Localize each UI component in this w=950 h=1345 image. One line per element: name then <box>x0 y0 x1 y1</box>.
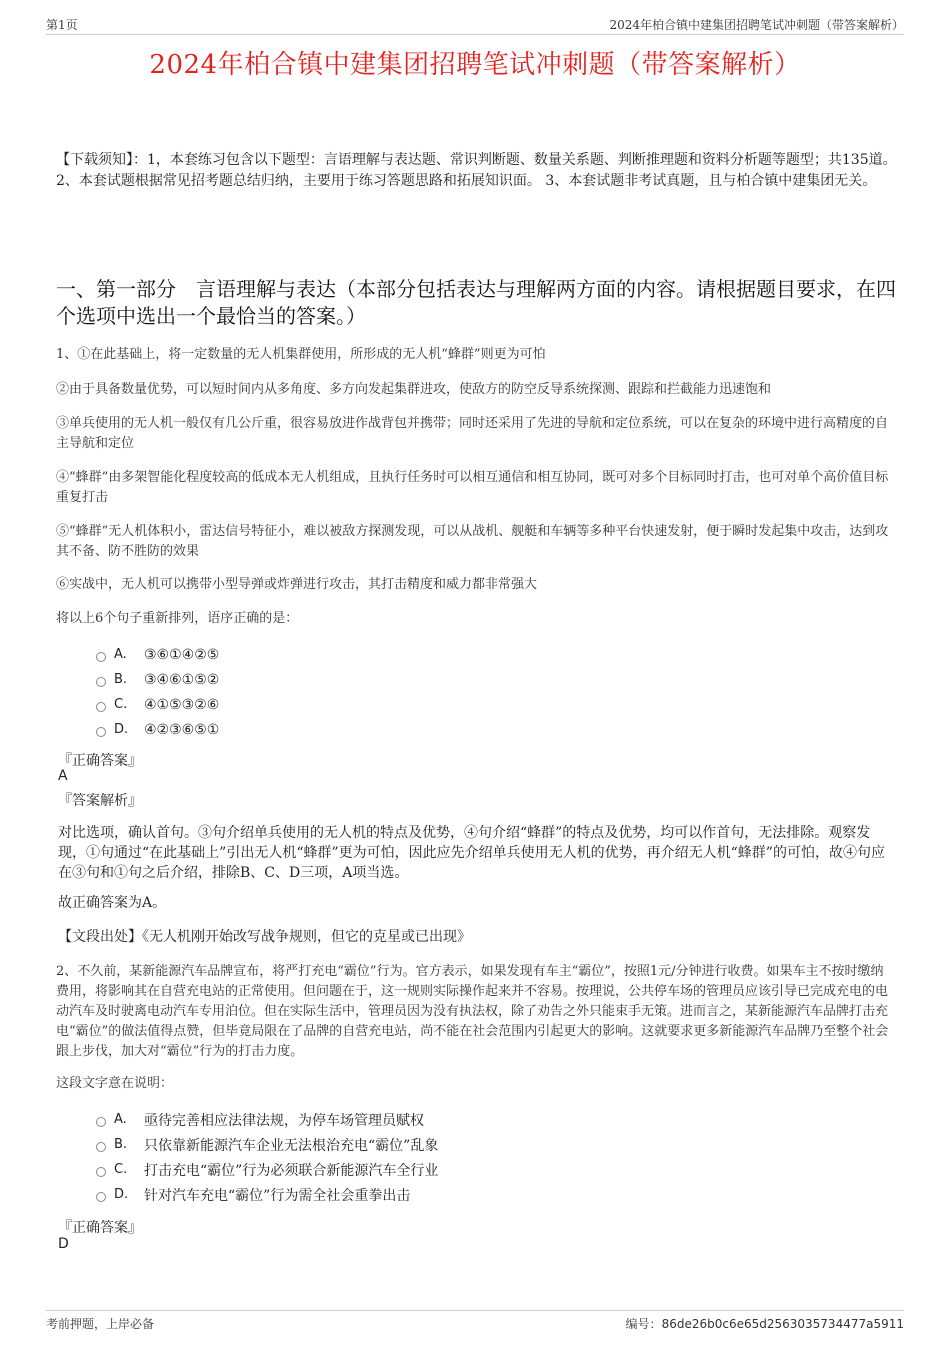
q2-prompt: 这段文字意在说明： <box>56 1076 174 1091</box>
radio-button[interactable] <box>96 1167 106 1177</box>
radio-button[interactable] <box>96 727 106 737</box>
footer-code: 编号：86de26b0c6e65d2563035734477a5911 <box>625 1317 904 1331</box>
q2-option-c[interactable]: C. 打击充电“霸位”行为必须联合新能源汽车全行业 <box>96 1157 796 1182</box>
q1-option-a[interactable]: A. ③⑥①④②⑤ <box>96 642 796 667</box>
page-footer <box>46 1310 904 1333</box>
q1-sentence-1: 1、①在此基础上，将一定数量的无人机集群使用，所形成的无人机“蜂群”则更为可怕 <box>56 347 546 362</box>
q1-sentence-3: ③单兵使用的无人机一般仅有几公斤重，很容易放进作战背包并携带；同时还采用了先进的导航和定位系统，可以在复杂的环境中进行高精度的自主导航和定位 <box>56 416 889 451</box>
radio-button[interactable] <box>96 677 106 687</box>
page-header <box>46 12 904 35</box>
q1-sentence-5: ⑤“蜂群”无人机体积小，雷达信号特征小，难以被敌方探测发现，可以从战机、舰艇和车辆等多种平台快速发射，便于瞬时发起集中攻击，达到攻其不备、防不胜防的效果 <box>56 524 889 559</box>
radio-button[interactable] <box>96 652 106 662</box>
q1-prompt: 将以上6个句子重新排列，语序正确的是： <box>56 611 299 626</box>
page-title: 2024年柏合镇中建集团招聘笔试冲刺题（带答案解析） <box>149 50 801 80</box>
q1-analysis-label: 『答案解析』 <box>58 793 142 809</box>
header-doc-title: 2024年柏合镇中建集团招聘笔试冲刺题（带答案解析） <box>609 18 904 32</box>
download-notice: 【下载须知】：1，本套练习包含以下题型：言语理解与表达题、常识判断题、数量关系题、判断推理题和资料分析题等题型；共135道。 2、本套试题根据常见招考题总结归纳，主要用于练习答题思路和拓展知识面。 3、本套试题非考试真题，且与柏合镇中建集团无关。 <box>56 152 897 189</box>
radio-button[interactable] <box>96 1142 106 1152</box>
q1-options <box>96 642 796 742</box>
q1-sentence-2: ②由于具备数量优势，可以短时间内从多角度、多方向发起集群进攻，使敌方的防空反导系统探测、跟踪和拦截能力迅速饱和 <box>56 382 772 397</box>
q1-answer-label: 『正确答案』 <box>58 753 142 769</box>
footer-slogan: 考前押题，上岸必备 <box>46 1317 155 1331</box>
q2-answer-label: 『正确答案』 <box>58 1220 142 1236</box>
page-number: 第1页 <box>46 18 78 32</box>
q1-answer: A <box>58 768 68 784</box>
radio-button[interactable] <box>96 1117 106 1127</box>
q1-option-c[interactable]: C. ④①⑤③②⑥ <box>96 692 796 717</box>
q1-analysis: 对比选项，确认首句。③句介绍单兵使用的无人机的特点及优势，④句介绍“蜂群”的特点及优势，均可以作首句，无法排除。观察发现，①句通过“在此基础上”引出无人机“蜂群”更为可怕，因此应先介绍单兵使用无人机的优势，再介绍无人机“蜂群”的可怕，故④句应在③句和①句之后介绍，排除B、C、D三项，A项当选。 <box>58 825 885 881</box>
q1-sentence-6: ⑥实战中，无人机可以携带小型导弹或炸弹进行攻击，其打击精度和威力都非常强大 <box>56 577 538 592</box>
section-heading: 一、第一部分 言语理解与表达（本部分包括表达与理解两方面的内容。请根据题目要求，在四个选项中选出一个最恰当的答案。） <box>56 277 896 328</box>
q2-answer: D <box>58 1236 69 1252</box>
q1-sentence-4: ④“蜂群”由多架智能化程度较高的低成本无人机组成，且执行任务时可以相互通信和相互协同，既可对多个目标同时打击，也可对单个高价值目标重复打击 <box>56 470 889 505</box>
q1-option-b[interactable]: B. ③④⑥①⑤② <box>96 667 796 692</box>
q2-option-a[interactable]: A. 亟待完善相应法律法规，为停车场管理员赋权 <box>96 1107 796 1132</box>
radio-button[interactable] <box>96 702 106 712</box>
q2-options <box>96 1107 796 1207</box>
radio-button[interactable] <box>96 1192 106 1202</box>
q2-option-d[interactable]: D. 针对汽车充电“霸位”行为需全社会重拳出击 <box>96 1182 796 1207</box>
q2-option-b[interactable]: B. 只依靠新能源汽车企业无法根治充电“霸位”乱象 <box>96 1132 796 1157</box>
q1-conclusion: 故正确答案为A。 <box>58 895 167 911</box>
q2-passage: 2、不久前，某新能源汽车品牌宣布，将严打充电“霸位”行为。官方表示，如果发现有车主“霸位”，按照1元/分钟进行收费。如果车主不按时缴纳费用，将影响其在自营充电站的正常使用。但问题在于，这一规则实际操作起来并不容易。按理说，公共停车场的管理员应该引导已完成充电的电动汽车及时驶离电动汽车专用泊位。但在实际生活中，管理员因为没有执法权，除了劝告之外只能束手无策。进而言之，某新能源汽车品牌打击充电“霸位”的做法值得点赞，但毕竟局限在了品牌的自营充电站，尚不能在社会范围内引起更大的影响。这就要求更多新能源汽车品牌乃至整个社会跟上步伐，加大对“霸位”行为的打击力度。 <box>56 964 889 1059</box>
q1-option-d[interactable]: D. ④②③⑥⑤① <box>96 717 796 742</box>
q1-source: 【文段出处】《无人机刚开始改写战争规则，但它的克星或已出现》 <box>58 929 471 945</box>
